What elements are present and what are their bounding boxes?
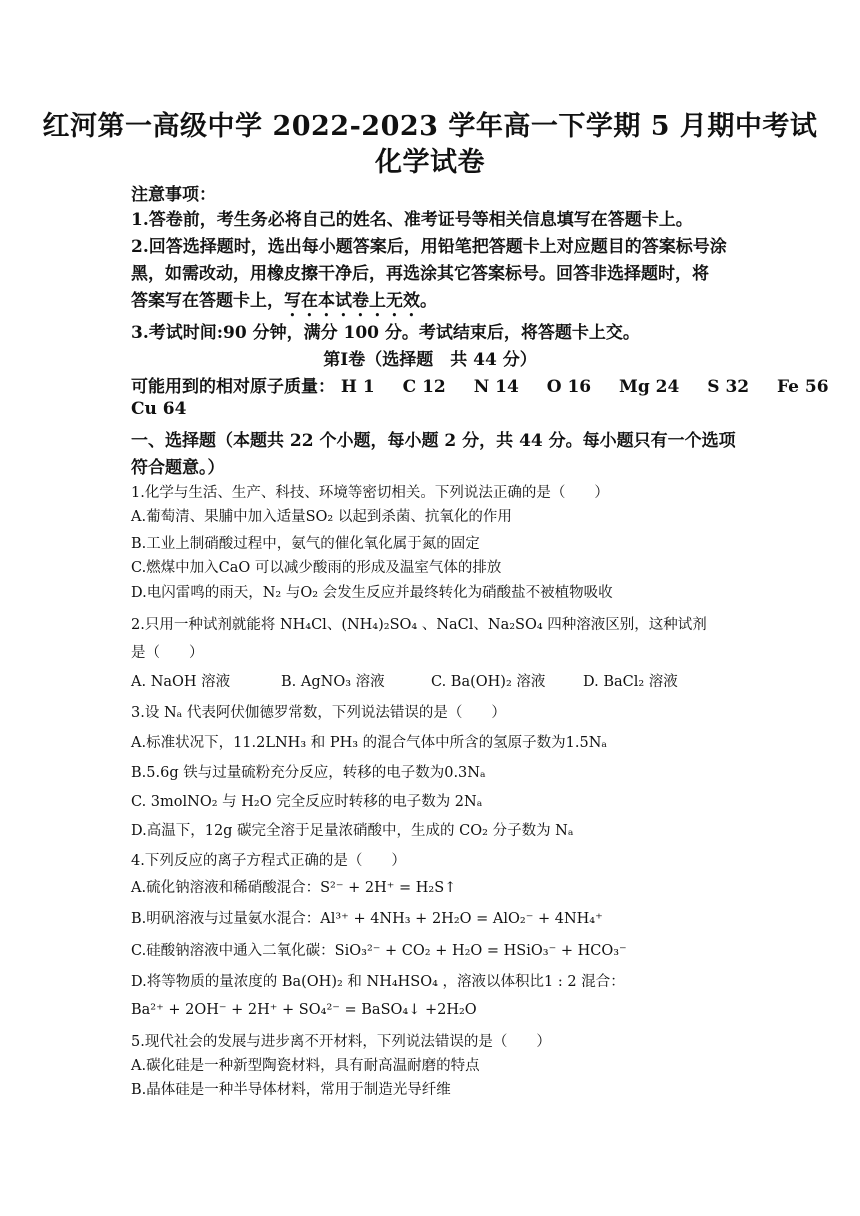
q2-options [131, 670, 678, 691]
part-heading-line-2: 符合题意。） [131, 458, 225, 478]
q2-option-c: C. Ba(OH)₂ 溶液 [431, 674, 546, 690]
q3-stem: 3.设 Nₐ 代表阿伏伽德罗常数，下列说法错误的是（ ） [131, 705, 506, 721]
atomic-mass-line [131, 372, 829, 397]
exam-subtitle: 化学试卷 [375, 147, 485, 178]
q3-option-a: A.标准状况下，11.2LNH₃ 和 PH₃ 的混合气体中所含的氢原子数为1.5Nₐ [131, 735, 608, 751]
mass-cu: Cu 64 [131, 399, 187, 419]
notice-item-2-line-3 [131, 286, 437, 321]
mass-n: N 14 [473, 377, 519, 397]
q1-option-b: B.工业上制硝酸过程中，氨气的催化氧化属于氮的固定 [131, 536, 480, 552]
notice-item-2-line-2: 黑，如需改动，用橡皮擦干净后，再选涂其它答案标号。回答非选择题时，将 [131, 264, 709, 284]
q2-option-a: A. NaOH 溶液 [131, 674, 231, 690]
q1-option-c: C.燃煤中加入CaO 可以减少酸雨的形成及温室气体的排放 [131, 560, 502, 576]
notice-item-1: 1.答卷前，考生务必将自己的姓名、准考证号等相关信息填写在答题卡上。 [131, 210, 693, 230]
q4-stem: 4.下列反应的离子方程式正确的是（ ） [131, 853, 406, 869]
atomic-mass-label: 可能用到的相对原子质量： [131, 377, 335, 397]
q2-stem-line-2: 是（ ） [131, 645, 204, 661]
q1-option-d: D.电闪雷鸣的雨天，N₂ 与O₂ 会发生反应并最终转化为硝酸盐不被植物吸收 [131, 585, 613, 601]
notice-item-3: 3.考试时间:90 分钟，满分 100 分。考试结束后，将答题卡上交。 [131, 323, 640, 343]
q3-option-c: C. 3molNO₂ 与 H₂O 完全反应时转移的电子数为 2Nₐ [131, 794, 483, 810]
part-heading-line-1: 一、选择题（本题共 22 个小题，每小题 2 分，共 44 分。每小题只有一个选项 [131, 431, 736, 451]
notice-heading: 注意事项： [131, 185, 216, 205]
q4-option-d-line-1: D.将等物质的量浓度的 Ba(OH)₂ 和 NH₄HSO₄ ，溶液以体积比1 : 2 混合： [131, 974, 625, 990]
q2-option-d: D. BaCl₂ 溶液 [583, 674, 678, 690]
q3-option-d: D.高温下，12g 碳完全溶于足量浓硝酸中，生成的 CO₂ 分子数为 Nₐ [131, 823, 574, 839]
mass-c: C 12 [402, 377, 446, 397]
mass-s: S 32 [707, 377, 750, 397]
notice-item-2-emphasis: 写在本试卷上无效 [284, 291, 420, 311]
q4-option-d-line-2: Ba²⁺ + 2OH⁻ + 2H⁺ + SO₄²⁻ = BaSO₄↓ +2H₂O [131, 1002, 477, 1018]
mass-fe: Fe 56 [777, 377, 829, 397]
q2-option-b: B. AgNO₃ 溶液 [281, 674, 385, 690]
q1-option-a: A.葡萄清、果脯中加入适量SO₂ 以起到杀菌、抗氧化的作用 [131, 509, 512, 525]
q3-option-b: B.5.6g 铁与过量硫粉充分反应，转移的电子数为0.3Nₐ [131, 765, 486, 781]
notice-item-2-prefix: 答案写在答题卡上， [131, 291, 284, 311]
q5-stem: 5.现代社会的发展与进步离不开材料，下列说法错误的是（ ） [131, 1034, 551, 1050]
notice-item-2-suffix: 。 [420, 291, 437, 311]
exam-title: 红河第一高级中学 2022-2023 学年高一下学期 5 月期中考试 [42, 111, 818, 142]
mass-mg: Mg 24 [619, 377, 680, 397]
notice-item-2-line-1: 2.回答选择题时，选出每小题答案后，用铅笔把答题卡上对应题目的答案标号涂 [131, 237, 727, 257]
mass-h: H 1 [340, 377, 375, 397]
q4-option-c: C.硅酸钠溶液中通入二氧化碳：SiO₃²⁻ + CO₂ + H₂O = HSiO₃⁻ + HCO₃⁻ [131, 943, 627, 959]
q4-option-b: B.明矾溶液与过量氨水混合：Al³⁺ + 4NH₃ + 2H₂O = AlO₂⁻ + 4NH₄⁺ [131, 911, 603, 927]
q1-stem: 1.化学与生活、生产、科技、环境等密切相关。下列说法正确的是（ ） [131, 485, 609, 501]
mass-o: O 16 [546, 377, 592, 397]
section-heading: 第Ⅰ卷（选择题 共 44 分） [323, 350, 537, 370]
q5-option-a: A.碳化硅是一种新型陶瓷材料，具有耐高温耐磨的特点 [131, 1058, 480, 1074]
q4-option-a: A.硫化钠溶液和稀硝酸混合：S²⁻ + 2H⁺ = H₂S↑ [131, 880, 457, 896]
q5-option-b: B.晶体硅是一种半导体材料，常用于制造光导纤维 [131, 1082, 451, 1098]
q2-stem-line-1: 2.只用一种试剂就能将 NH₄Cl、(NH₄)₂SO₄ 、NaCl、Na₂SO₄ 四种溶液区别，这种试剂 [131, 617, 707, 633]
